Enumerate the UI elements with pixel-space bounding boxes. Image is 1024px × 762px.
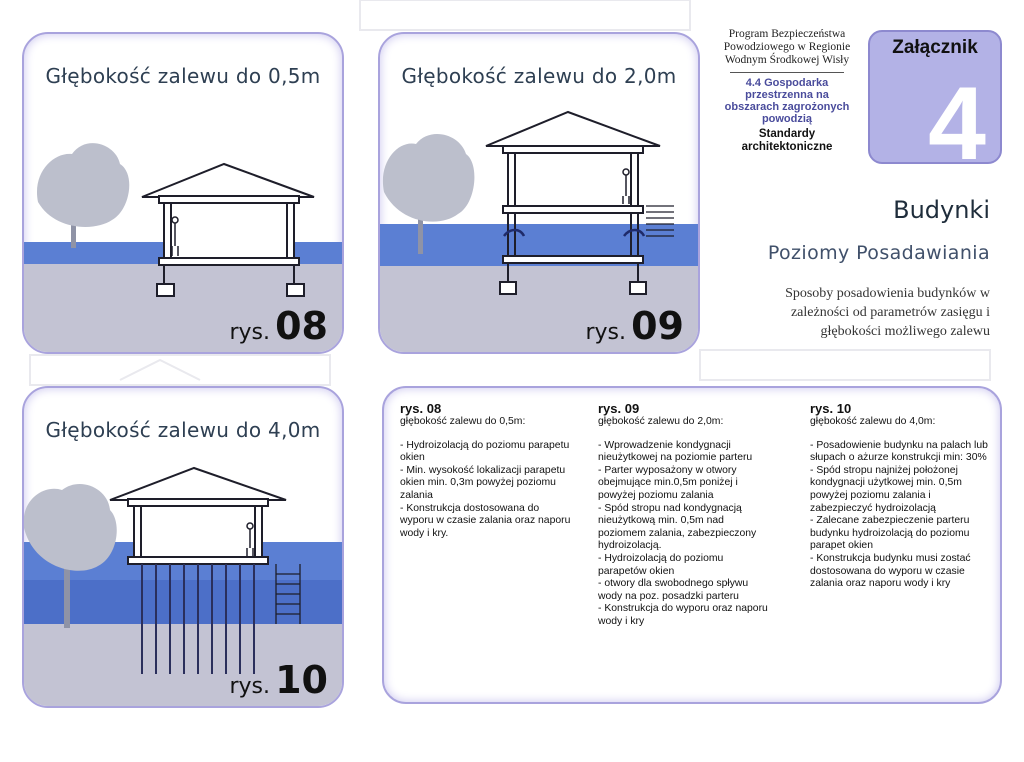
figure-label-number: 08 <box>275 304 328 348</box>
list-item: - Wprowadzenie kondygnacji nieużytkowej na poziomie parteru <box>598 439 753 464</box>
list-item: - Konstrukcja dostosowana do wyporu w czasie zalania oraz naporu wody i kry. <box>400 502 571 539</box>
list-item: - Hydroizolacją do poziomu parapetów okien <box>598 552 724 577</box>
figure-panel-rys-10 <box>22 386 344 708</box>
column-subheading: głębokość zalewu do 0,5m: <box>400 416 526 427</box>
chapter-line: obszarach zagrożonych <box>724 101 850 113</box>
chapter-line: 4.4 Gospodarka <box>745 77 829 89</box>
list-item: - Spód stropu najniżej położonej kondygnacji użytkowej min. 0,5m powyżej poziomu zalania i zabezpieczyć hydroizolacją <box>810 464 962 514</box>
list-item: - Parter wyposażony w otwory obejmujące min.0,5m poniżej i powyżej poziomu zalania <box>598 464 738 501</box>
figure-label-prefix: rys. <box>229 674 271 699</box>
list-item: - Konstrukcja do wyporu oraz naporu wody i kry <box>598 603 768 627</box>
panel-title: Głębokość zalewu do 2,0m <box>401 64 677 88</box>
figure-label <box>585 304 684 348</box>
figure-label-prefix: rys. <box>585 320 627 345</box>
figure-label-number: 10 <box>275 658 328 702</box>
info-column-rys-10 <box>810 402 990 591</box>
series-header <box>712 28 862 154</box>
section-subtitle: Poziomy Posadawiania <box>767 242 990 264</box>
tree-icon <box>37 143 129 248</box>
info-column-rys-09 <box>598 402 770 629</box>
figure-panel-rys-09 <box>378 32 700 354</box>
figure-label-prefix: rys. <box>229 320 271 345</box>
description-line: głębokości możliwego zalewu <box>820 324 990 339</box>
panel-title: Głębokość zalewu do 0,5m <box>45 64 321 88</box>
column-subheading: głębokość zalewu do 4,0m: <box>810 416 936 427</box>
panel-title: Głębokość zalewu do 4,0m <box>45 418 321 442</box>
column-heading: rys. 10 <box>810 401 852 416</box>
program-line: Wodnym Środkowej Wisły <box>724 54 850 66</box>
chapter-line: przestrzenna na <box>745 89 829 101</box>
column-subheading: głębokość zalewu do 2,0m: <box>598 416 724 427</box>
house-icon <box>110 468 286 564</box>
list-item: - Min. wysokość lokalizacji parapetu okien min. 0,3m powyżej poziomu zalania <box>400 464 566 501</box>
list-item: - Posadowienie budynku na palach lub słupach o ażurze konstrukcji min: 30% <box>810 439 988 464</box>
figure-label-number: 09 <box>631 304 684 348</box>
divider <box>730 72 844 73</box>
info-panel <box>382 386 1002 704</box>
program-line: Powodziowego w Regionie <box>723 41 851 53</box>
section-description <box>720 284 990 341</box>
description-line: zależności od parametrów zasięgu i <box>790 305 990 320</box>
figure-label <box>229 658 328 702</box>
info-column-rys-08 <box>400 402 572 540</box>
attachment-badge <box>868 30 1002 164</box>
description-line: Sposoby posadowienia budynków w <box>785 286 990 301</box>
figure-label <box>229 304 328 348</box>
column-heading: rys. 09 <box>598 401 640 416</box>
column-heading: rys. 08 <box>400 401 442 416</box>
attachment-number: 4 <box>928 66 986 164</box>
list-item: - Zalecane zabezpieczenie parteru budynku hydroizolacją do poziomu parapet okien <box>810 515 970 552</box>
standard-line: architektoniczne <box>741 141 833 153</box>
program-line: Program Bezpieczeństwa <box>728 28 846 40</box>
list-item: - Hydroizolacją do poziomu parapetu okien <box>400 439 570 464</box>
list-item: - Spód stropu nad kondygnacją nieużytkową min. 0,5m nad poziomem zalania, zabezpieczony hydroizolacją. <box>598 502 757 552</box>
figure-panel-rys-08 <box>22 32 344 354</box>
list-item: - otwory dla swobodnego spływu wody na poz. posadzki parteru <box>598 578 749 602</box>
attachment-label: Załącznik <box>892 37 978 58</box>
section-title: Budynki <box>893 196 990 224</box>
standard-line: Standardy <box>758 128 816 140</box>
list-item: - Konstrukcja budynku musi zostać dostosowana do wyporu w czasie zalania oraz naporu wody i kry <box>810 552 971 590</box>
chapter-line: powodzią <box>761 113 813 125</box>
